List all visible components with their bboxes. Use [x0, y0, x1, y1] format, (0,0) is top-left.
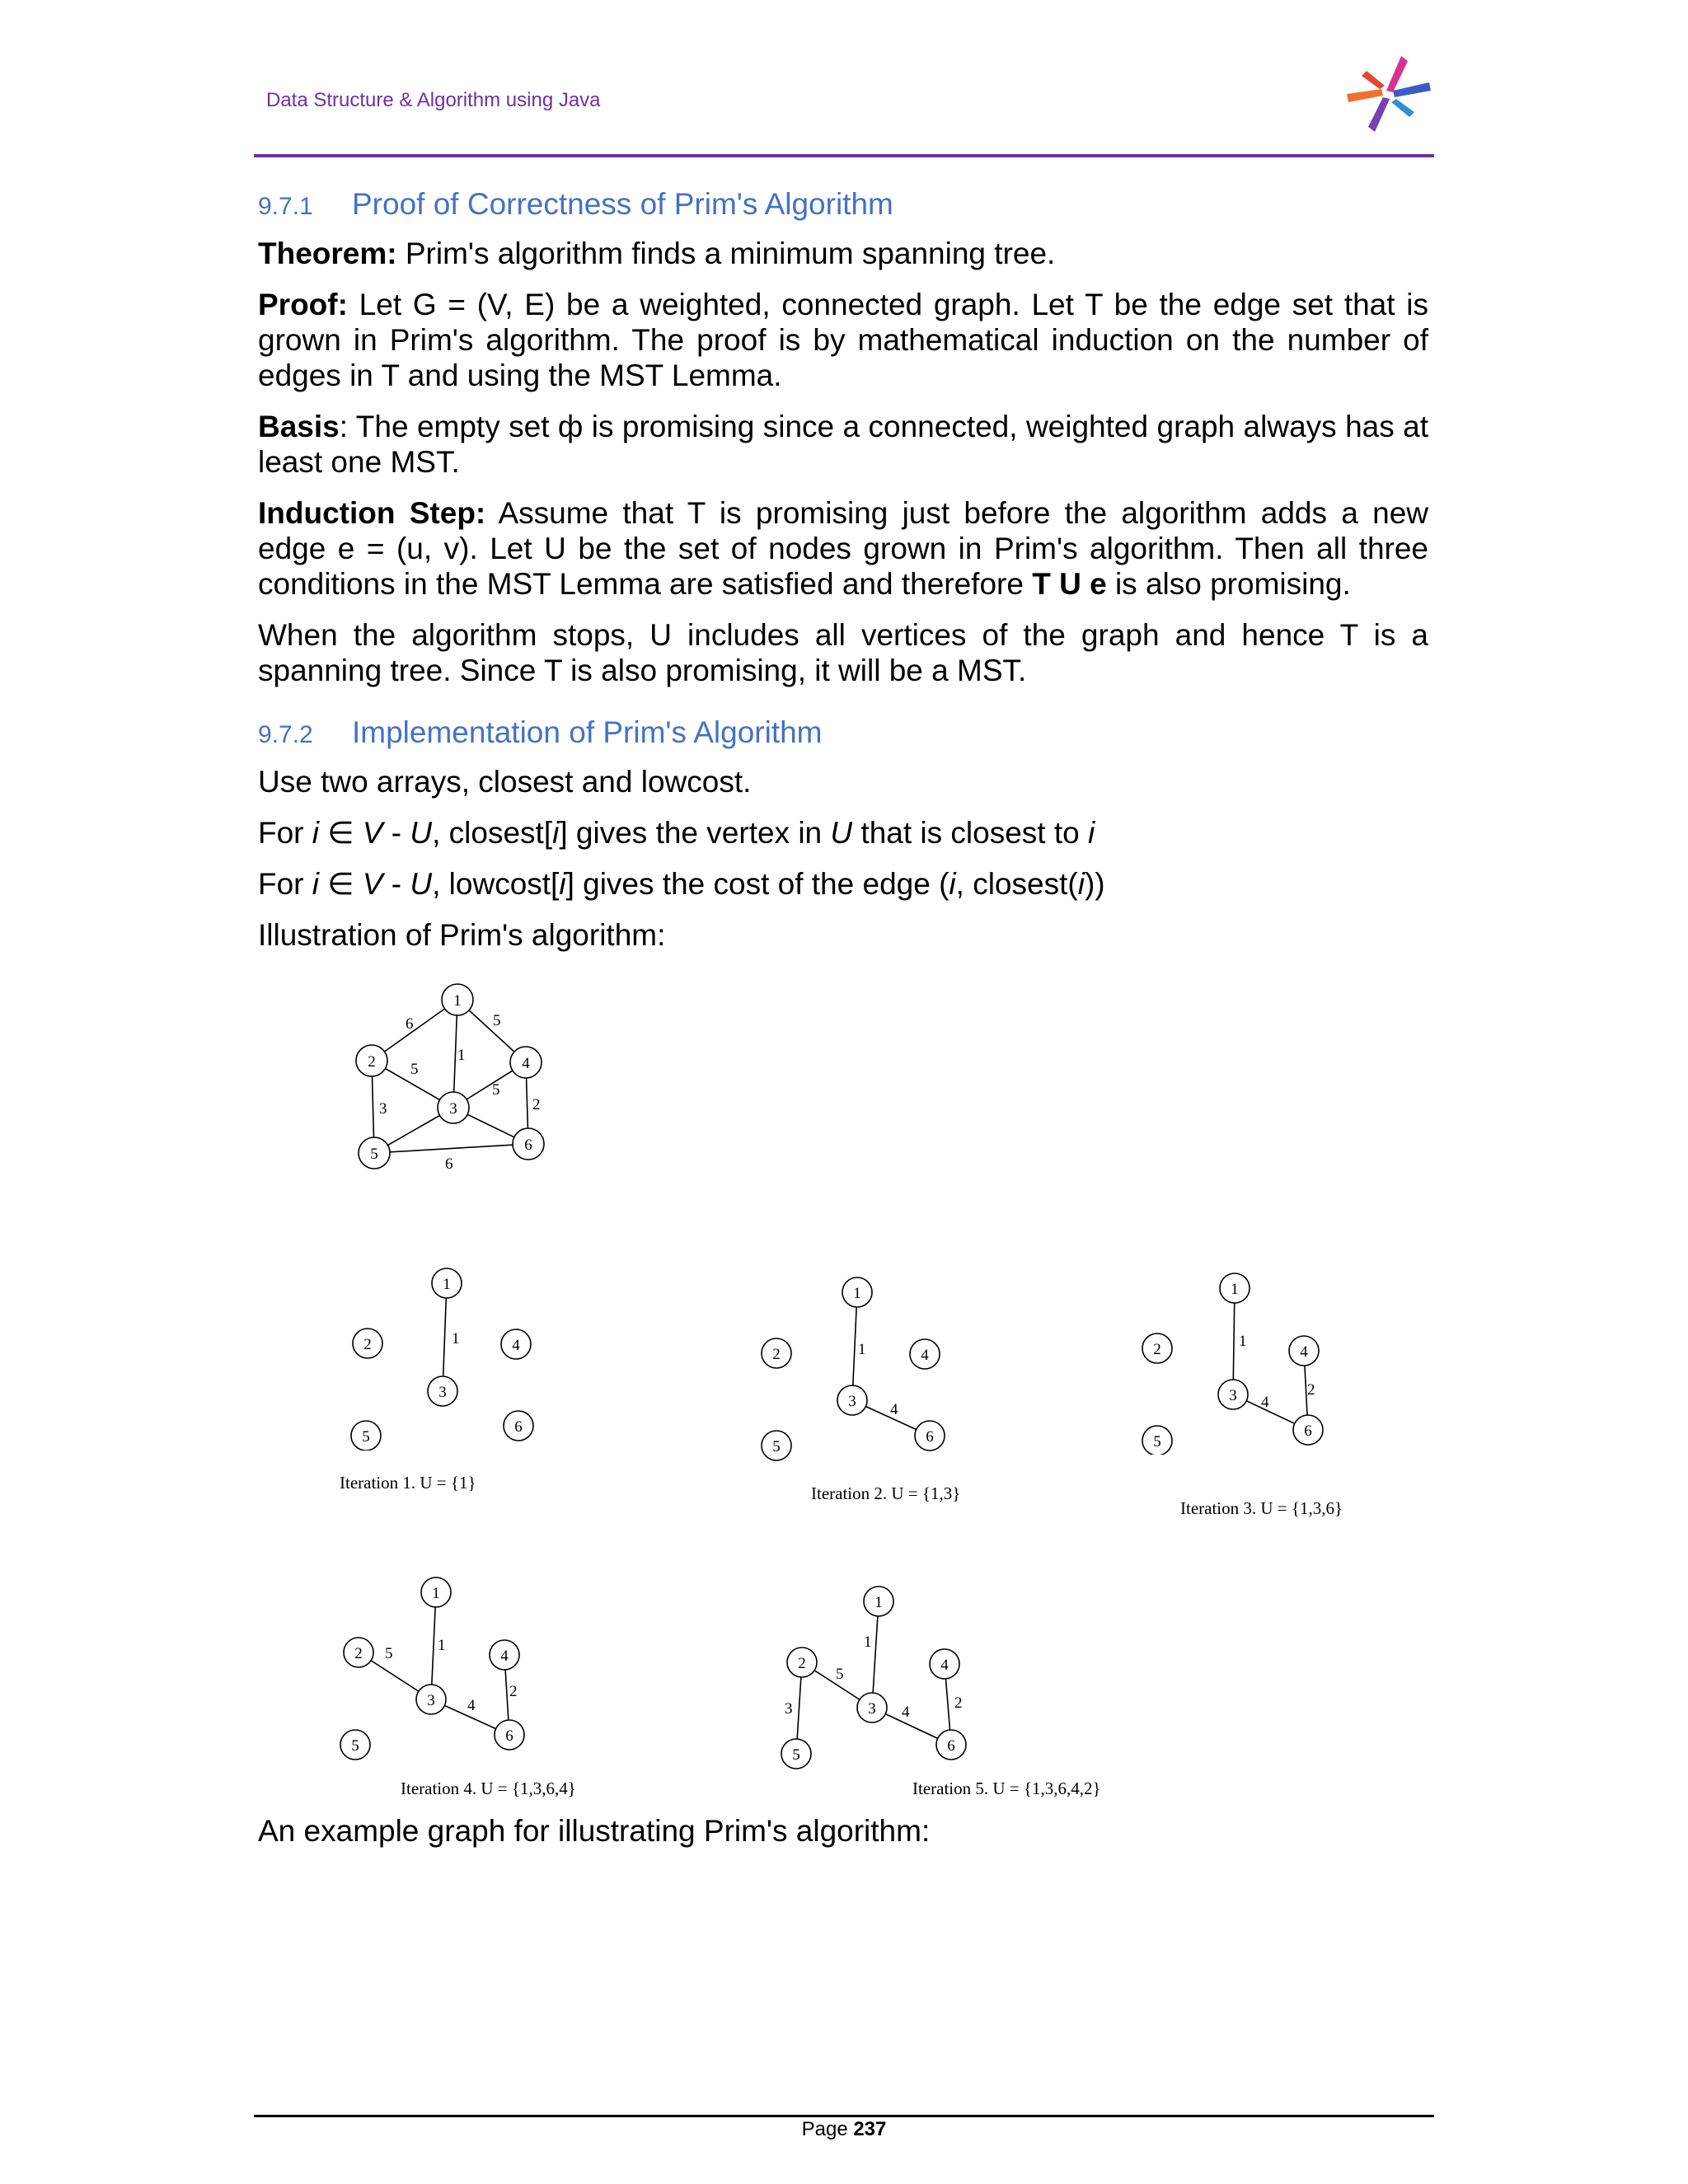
graph-node	[781, 1739, 811, 1769]
section-number: 9.7.2	[258, 721, 313, 748]
header-title: Data Structure & Algorithm using Java	[266, 89, 601, 111]
graph-node	[495, 1720, 524, 1750]
svg-text:5: 5	[351, 1737, 359, 1755]
proof-label: Proof:	[258, 288, 348, 321]
graph-node	[432, 1268, 462, 1298]
edge-weight: 5	[385, 1645, 393, 1662]
svg-text:3: 3	[449, 1100, 457, 1118]
graph-node	[910, 1339, 940, 1369]
svg-text:2: 2	[798, 1655, 806, 1672]
svg-text:6: 6	[505, 1727, 513, 1745]
svg-text:3: 3	[868, 1700, 876, 1718]
section-title: Implementation of Prim's Algorithm	[352, 715, 823, 749]
edge-weight: 1	[858, 1341, 866, 1358]
edge-weight: 1	[457, 1047, 466, 1064]
induction-tail: is also promising.	[1106, 567, 1351, 601]
conclusion-paragraph: When the algorithm stops, U includes all vertices of the graph and hence T is a spanning tree. Since T is also promising, it will be a MST.	[258, 618, 1428, 687]
theorem-paragraph	[258, 236, 1428, 271]
svg-text:6: 6	[947, 1737, 955, 1755]
induction-label: Induction Step:	[258, 496, 486, 530]
edge-weight: 5	[492, 1081, 500, 1099]
graph-node	[1218, 1380, 1248, 1409]
basis-paragraph	[258, 409, 1428, 480]
induction-paragraph	[258, 495, 1428, 602]
svg-text:2: 2	[772, 1346, 781, 1363]
example-graph-label: An example graph for illustrating Prim's algorithm:	[258, 1814, 931, 1848]
graph-node	[490, 1640, 519, 1670]
svg-text:6: 6	[926, 1428, 934, 1446]
graph-node	[1142, 1333, 1172, 1363]
svg-text:2: 2	[354, 1645, 363, 1662]
graph-node	[762, 1431, 791, 1460]
svg-text:3: 3	[427, 1692, 435, 1709]
iteration-1-figure	[346, 1261, 552, 1451]
induction-text: Assume that T is promising just before the algorithm adds a new edge e = (u, v). Let U be the set of nodes grown in Prim's algorithm. Then all three conditions in the MST Lemma are satisfied and therefore	[258, 496, 1428, 601]
svg-text:5: 5	[792, 1746, 800, 1764]
edge-weight: 2	[1307, 1381, 1315, 1399]
edge-weight: 1	[1239, 1333, 1247, 1350]
edge-weight: 2	[532, 1096, 541, 1113]
svg-text:1: 1	[853, 1285, 861, 1302]
graph-node	[504, 1411, 533, 1441]
graph-node	[1142, 1426, 1172, 1455]
edge-weight: 5	[836, 1666, 844, 1683]
svg-text:4: 4	[512, 1337, 520, 1354]
graph-node	[428, 1376, 457, 1406]
basis-text: : The empty set ф is promising since a connected, weighted graph always has at least one MST.	[258, 410, 1428, 479]
graph-node	[915, 1421, 945, 1451]
svg-text:6: 6	[1304, 1422, 1312, 1440]
edge-weight: 6	[406, 1015, 414, 1033]
graph-node	[762, 1338, 791, 1368]
closest-line: For i ∈ V - U, closest[i] gives the vertex in U that is closest to i	[258, 816, 1095, 850]
graph-node	[857, 1693, 887, 1722]
edge-weight: 3	[379, 1100, 387, 1118]
edge-weight: 4	[1261, 1394, 1269, 1411]
proof-paragraph	[258, 287, 1428, 393]
svg-text:5: 5	[362, 1428, 370, 1446]
graph-node	[1293, 1415, 1323, 1445]
graph-node	[513, 1128, 544, 1160]
svg-text:2: 2	[363, 1336, 372, 1353]
lowcost-line: For i ∈ V - U, lowcost[i] gives the cost of the edge (i, closest(i))	[258, 867, 1105, 901]
svg-text:5: 5	[772, 1438, 781, 1455]
edge-weight: 1	[452, 1330, 460, 1347]
edge-weight: 2	[509, 1683, 518, 1700]
svg-text:2: 2	[1153, 1341, 1161, 1358]
iteration-3-caption: Iteration 3. U = {1,3,6}	[1180, 1498, 1343, 1518]
footer-divider	[254, 2115, 1434, 2117]
section-heading-1	[258, 186, 1428, 224]
iteration-3-figure	[1137, 1265, 1335, 1455]
graph-node	[842, 1277, 872, 1307]
graph-node	[837, 1385, 867, 1415]
edge-weight: 2	[954, 1694, 963, 1712]
graph-node	[787, 1647, 817, 1677]
graph-node	[351, 1421, 381, 1451]
svg-text:3: 3	[848, 1393, 856, 1410]
theorem-label: Theorem:	[258, 237, 397, 270]
graph-node	[438, 1092, 469, 1123]
edge-weight: 4	[467, 1697, 476, 1714]
page-label: Page	[801, 2118, 854, 2140]
page-content	[258, 183, 1428, 968]
svg-text:6: 6	[514, 1418, 523, 1436]
svg-text:5: 5	[370, 1146, 378, 1163]
graph-node	[1289, 1336, 1319, 1366]
graph-node	[510, 1047, 542, 1078]
svg-text:4: 4	[921, 1347, 929, 1364]
edge-weight: 4	[890, 1401, 898, 1418]
edge-weight: 1	[438, 1637, 446, 1654]
svg-text:4: 4	[1300, 1343, 1308, 1361]
svg-text:1: 1	[1231, 1281, 1239, 1298]
graph-node	[442, 984, 473, 1015]
edge-weight: 5	[493, 1012, 501, 1029]
edge-weight: 5	[410, 1061, 419, 1078]
section-title: Proof of Correctness of Prim's Algorithm	[352, 187, 893, 221]
graph-node	[416, 1685, 446, 1714]
svg-text:4: 4	[940, 1657, 949, 1674]
iteration-5-caption: Iteration 5. U = {1,3,6,4,2}	[912, 1779, 1101, 1798]
svg-text:1: 1	[432, 1585, 440, 1602]
edge-weight: 3	[785, 1700, 793, 1718]
proof-text: Let G = (V, E) be a weighted, connected graph. Let T be the edge set that is grown in Prim's algorithm. The proof is by mathematical induction on the number of edges in T and using the MST Lemma.	[258, 288, 1428, 392]
svg-text:2: 2	[368, 1053, 376, 1071]
svg-text:3: 3	[1229, 1387, 1237, 1404]
svg-text:4: 4	[522, 1055, 530, 1072]
page-footer	[0, 2118, 1688, 2141]
graph-node	[359, 1137, 390, 1169]
pinwheel-logo-icon	[1343, 51, 1434, 137]
svg-text:4: 4	[500, 1647, 509, 1665]
graph-node	[930, 1649, 959, 1679]
illustration-label: Illustration of Prim's algorithm:	[258, 918, 666, 952]
graph-node	[344, 1638, 373, 1667]
header-divider	[254, 154, 1434, 157]
iteration-2-figure	[757, 1269, 954, 1467]
basis-label: Basis	[258, 410, 340, 443]
svg-text:3: 3	[438, 1384, 447, 1401]
section-number: 9.7.1	[258, 193, 313, 220]
edge-weight: 6	[445, 1155, 453, 1173]
svg-text:6: 6	[524, 1137, 532, 1154]
svg-text:1: 1	[874, 1594, 883, 1611]
iteration-2-caption: Iteration 2. U = {1,3}	[811, 1483, 961, 1503]
iteration-1-caption: Iteration 1. U = {1}	[340, 1473, 476, 1493]
graph-node	[340, 1730, 370, 1760]
edge-weight: 4	[902, 1704, 910, 1721]
iteration-5-figure	[775, 1582, 981, 1772]
induction-bold: T U e	[1032, 567, 1107, 601]
theorem-text: Prim's algorithm finds a minimum spanning tree.	[396, 237, 1056, 270]
graph-node	[353, 1329, 382, 1358]
section-heading-2	[258, 715, 1428, 752]
graph-node	[864, 1586, 893, 1616]
svg-text:1: 1	[453, 992, 462, 1010]
svg-text:5: 5	[1153, 1433, 1161, 1451]
edge-weight: 1	[864, 1633, 872, 1651]
graph-node	[1220, 1273, 1250, 1303]
iteration-4-figure	[334, 1574, 540, 1764]
graph-node	[356, 1045, 387, 1076]
svg-text:1: 1	[443, 1276, 451, 1293]
page-number: 237	[853, 2118, 887, 2140]
graph-node	[936, 1730, 966, 1760]
main-graph-figure	[346, 977, 560, 1174]
graph-node	[421, 1577, 451, 1607]
arrays-line: Use two arrays, closest and lowcost.	[258, 765, 752, 799]
graph-node	[501, 1329, 531, 1359]
iteration-4-caption: Iteration 4. U = {1,3,6,4}	[401, 1779, 576, 1798]
